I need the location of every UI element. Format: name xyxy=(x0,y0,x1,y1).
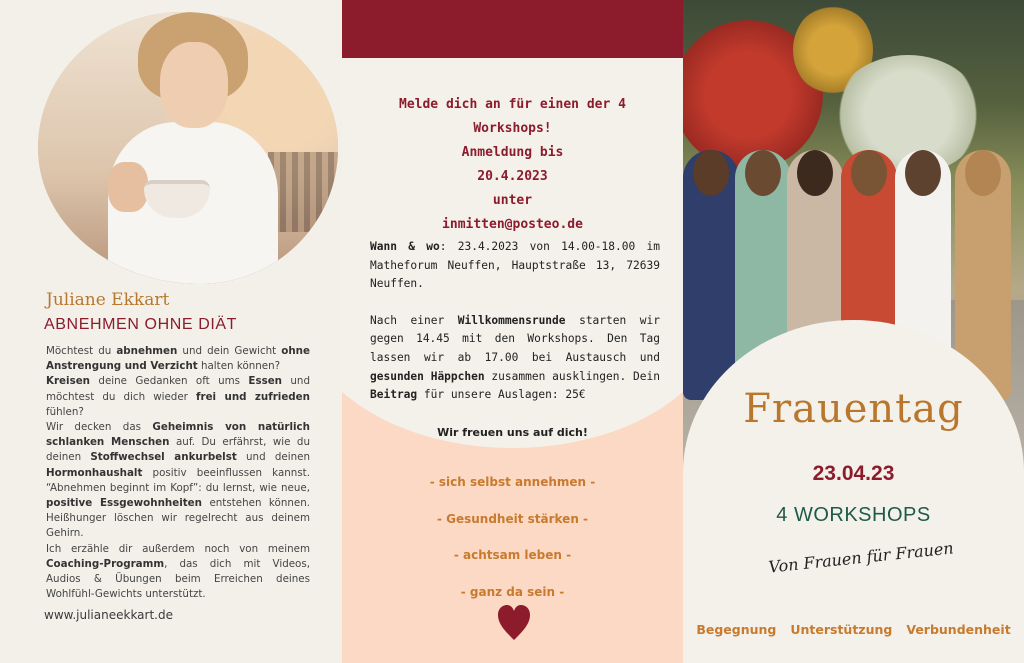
value-item: Unterstützung xyxy=(790,622,893,637)
value-item: Begegnung xyxy=(696,622,777,637)
bold-text: ohne Anstrengung und Verzicht xyxy=(46,345,310,373)
bold-text: Essen xyxy=(248,375,283,388)
text-run: deine Gedanken oft ums xyxy=(90,375,249,388)
author-subtitle: ABNEHMEN OHNE DIÄT xyxy=(44,316,238,333)
bold-text: Coaching-Programm xyxy=(46,557,165,570)
text-run: auf. Du erfährst, wie du deinen xyxy=(46,436,310,464)
list-item: - achtsam leben - xyxy=(453,548,572,562)
author-name: Juliane Ekkart xyxy=(46,290,170,310)
list-item: - ganz da sein - xyxy=(460,584,565,599)
bold-text: Stoffwechsel ankurbelst xyxy=(90,451,237,464)
heading-line: 20.4.2023 xyxy=(477,169,548,184)
bold-text: positive Essgewohnheiten xyxy=(46,497,202,510)
text-run: Ich erzähle dir außerdem noch von meinem xyxy=(46,542,310,555)
website-link[interactable]: www.julianeekkart.de xyxy=(44,608,173,622)
text-run: , das dich mit Videos, Audios & Übungen beim Erreichen deines Wohlfühl-Gewichts unterstützt. xyxy=(46,557,310,601)
event-details xyxy=(370,238,660,423)
event-date: 23.04.23 xyxy=(812,462,895,485)
paragraph xyxy=(370,312,660,405)
paragraph xyxy=(370,238,660,294)
registration-heading xyxy=(372,93,653,237)
text-run: positiv beeinflussen kannst. “Abnehmen beginnt im Kopf”: du lernst, wie neue, xyxy=(46,466,310,494)
list-item: - Gesundheit stärken - xyxy=(436,511,589,526)
text-run: für unsere Auslagen: 25€ xyxy=(417,388,586,402)
bold-text: Beitrag xyxy=(370,388,418,402)
bold-text: Willkommensrunde xyxy=(457,313,566,327)
topic-list xyxy=(342,472,683,618)
text-run: und möchtest du dich wieder xyxy=(46,375,310,403)
top-accent-bar xyxy=(342,0,683,58)
bold-text: Geheimnis von natürlich schlanken Menschen xyxy=(46,421,310,449)
bold-text: Wann & wo xyxy=(370,240,440,253)
portrait-photo xyxy=(38,12,338,284)
middle-panel xyxy=(342,0,683,663)
heart-icon xyxy=(497,604,531,642)
bold-text: gesunden Häppchen xyxy=(370,369,485,383)
left-panel xyxy=(0,0,342,663)
tagline: Von Frauen für Frauen xyxy=(767,538,955,577)
text-run: zusammen ausklingen. Dein xyxy=(484,369,660,383)
paragraph xyxy=(46,374,310,420)
paragraph xyxy=(46,420,310,542)
bold-text: Hormonhaushalt xyxy=(46,466,143,479)
list-item: - sich selbst annehmen - xyxy=(429,475,596,489)
text-run: entstehen können. Heißhunger löschen wir regelrecht aus deinem Gehirn. xyxy=(46,497,311,540)
paragraph xyxy=(46,542,310,603)
event-title: Frauentag xyxy=(743,386,964,432)
text-run: fühlen? xyxy=(46,405,84,418)
text-run: : 23.4.2023 von 14.00-18.00 im Matheforum Neuffen, Hauptstraße 13, 72639 Neuffen. xyxy=(370,240,660,291)
bold-text: Kreisen xyxy=(46,375,91,388)
cream-arch-shape xyxy=(683,320,1024,663)
bold-text: frei und zufrieden xyxy=(196,390,310,403)
thanks-text: Wir freuen uns auf dich! xyxy=(437,426,588,439)
heading-line: Workshops! xyxy=(473,121,552,136)
heading-line: Anmeldung bis xyxy=(461,145,564,160)
text-run: Nach einer xyxy=(370,313,458,327)
value-item: Verbundenheit xyxy=(906,622,1011,637)
right-panel xyxy=(683,0,1024,663)
text-run: und deinen xyxy=(236,451,310,464)
text-run: Wir decken das xyxy=(46,421,153,434)
author-bio xyxy=(46,344,310,602)
text-run: halten können? xyxy=(197,360,281,373)
heading-line: Melde dich an für einen der 4 xyxy=(399,97,626,112)
text-run: und dein Gewicht xyxy=(177,345,282,357)
values-row xyxy=(683,622,1024,637)
text-run: starten wir gegen 14.45 mit den Workshops. Den Tag lassen wir ab 17.00 bei Austausch und xyxy=(370,313,661,364)
email-link[interactable]: inmitten@posteo.de xyxy=(442,217,583,232)
text-run: Möchtest du xyxy=(46,345,117,357)
heading-line: unter xyxy=(492,193,533,208)
paragraph xyxy=(46,344,310,374)
bold-text: abnehmen xyxy=(116,345,178,357)
workshops-count: 4 WORKSHOPS xyxy=(776,504,931,526)
